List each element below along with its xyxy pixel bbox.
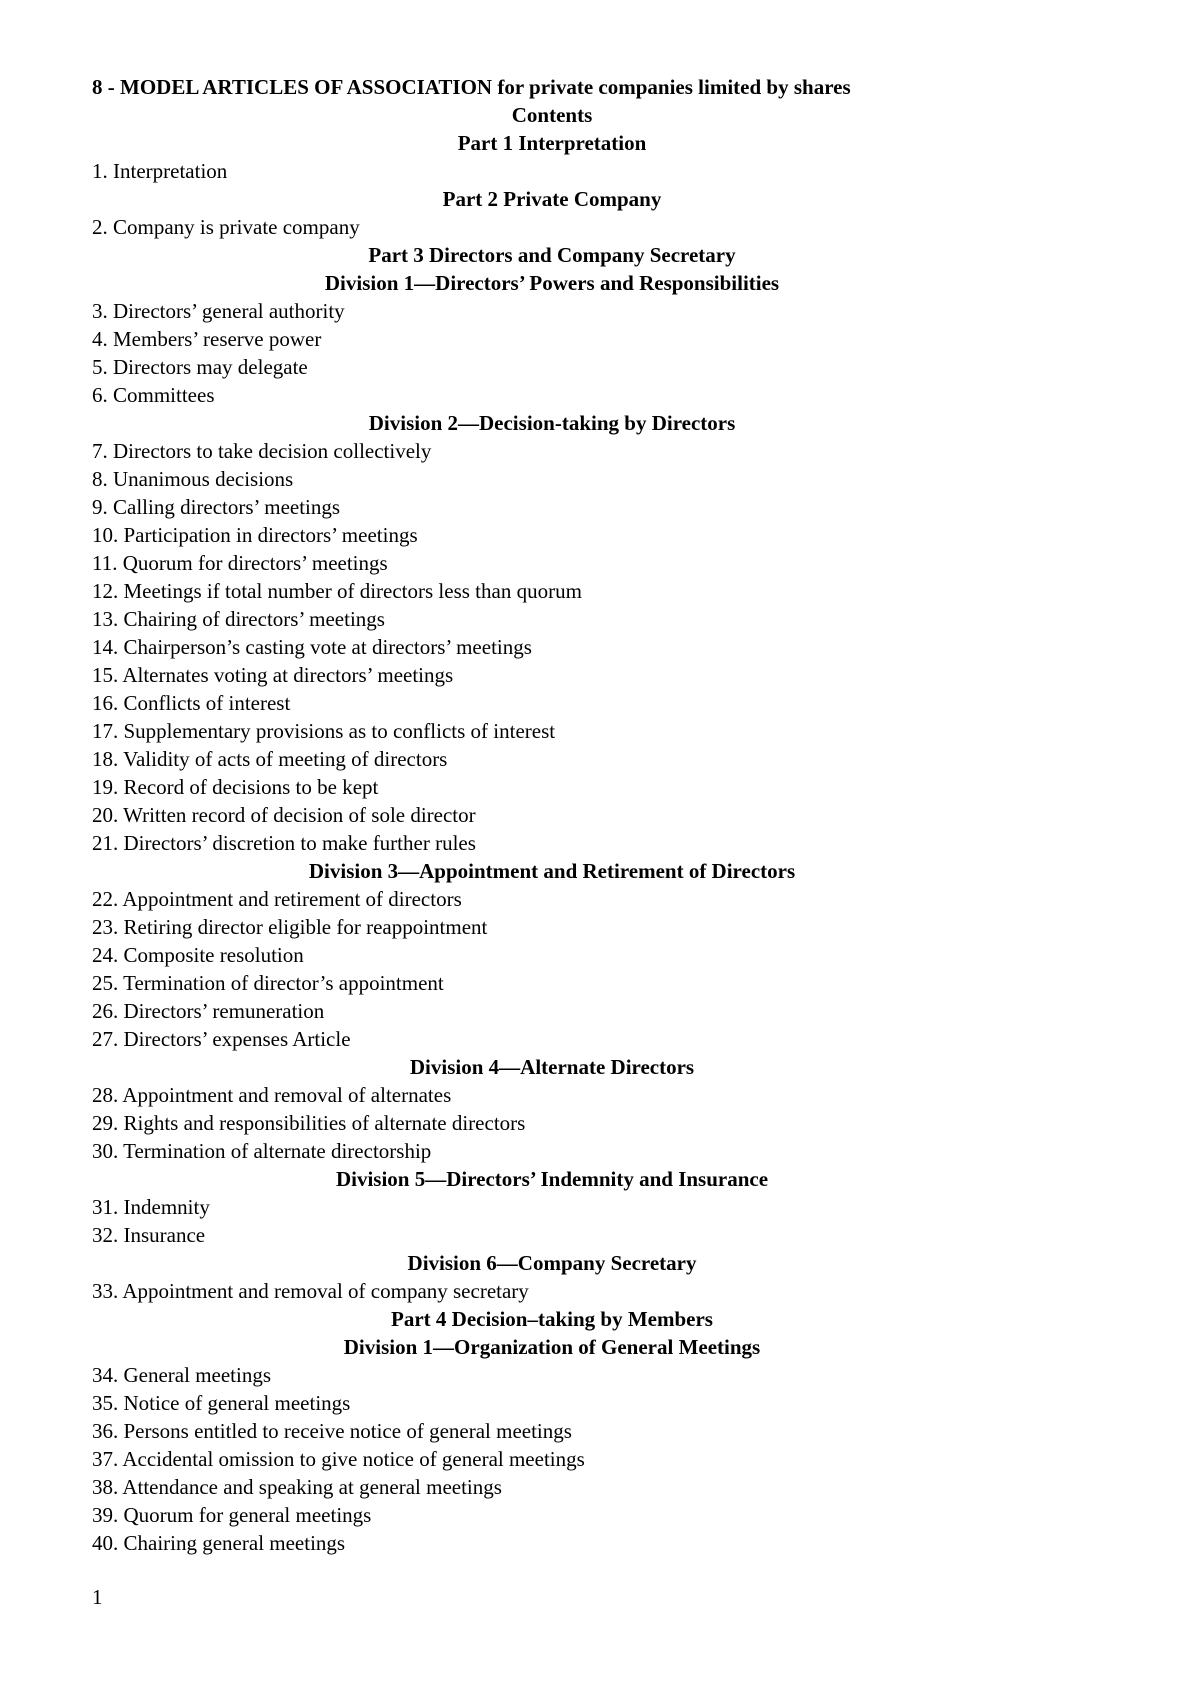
contents-item: 19. Record of decisions to be kept: [92, 775, 379, 799]
contents-item: 2. Company is private company: [92, 215, 360, 239]
contents-item: 1. Interpretation: [92, 159, 228, 183]
contents-item: 14. Chairperson’s casting vote at directors’ meetings: [92, 635, 532, 659]
section-heading: Division 1—Organization of General Meetings: [343, 1335, 761, 1359]
contents-item: 34. General meetings: [92, 1363, 272, 1387]
contents-item: 20. Written record of decision of sole director: [92, 803, 476, 827]
contents-item: 21. Directors’ discretion to make further rules: [92, 831, 476, 855]
contents-item: 11. Quorum for directors’ meetings: [92, 551, 388, 575]
contents-item: 17. Supplementary provisions as to conflicts of interest: [92, 719, 556, 743]
contents-item: 26. Directors’ remuneration: [92, 999, 325, 1023]
contents-item: 5. Directors may delegate: [92, 355, 308, 379]
contents-item: 38. Attendance and speaking at general meetings: [92, 1475, 502, 1499]
contents-item: 7. Directors to take decision collectively: [92, 439, 432, 463]
contents-item: 23. Retiring director eligible for reappointment: [92, 915, 488, 939]
section-heading: Part 1 Interpretation: [457, 131, 647, 155]
contents-item: 8. Unanimous decisions: [92, 467, 294, 491]
contents-item: 15. Alternates voting at directors’ meetings: [92, 663, 454, 687]
contents-item: 40. Chairing general meetings: [92, 1531, 346, 1555]
contents-item: 4. Members’ reserve power: [92, 327, 322, 351]
contents-item: 6. Committees: [92, 383, 215, 407]
contents-item: 25. Termination of director’s appointment: [92, 971, 444, 995]
contents-item: 9. Calling directors’ meetings: [92, 495, 341, 519]
contents-item: 31. Indemnity: [92, 1195, 210, 1219]
contents-item: 30. Termination of alternate directorship: [92, 1139, 432, 1163]
contents-item: 22. Appointment and retirement of directors: [92, 887, 462, 911]
contents-item: 24. Composite resolution: [92, 943, 304, 967]
section-heading: Division 2—Decision-taking by Directors: [368, 411, 736, 435]
contents-item: 16. Conflicts of interest: [92, 691, 291, 715]
page-number: 1: [92, 1585, 103, 1609]
section-heading: Part 3 Directors and Company Secretary: [368, 243, 736, 267]
section-heading: Division 3—Appointment and Retirement of Directors: [308, 859, 796, 883]
contents-list: [92, 101, 1012, 1557]
contents-item: 37. Accidental omission to give notice of general meetings: [92, 1447, 585, 1471]
section-heading: Division 5—Directors’ Indemnity and Insurance: [335, 1167, 769, 1191]
contents-item: 27. Directors’ expenses Article: [92, 1027, 351, 1051]
document-page: [92, 73, 1012, 1557]
section-heading: Contents: [511, 103, 593, 127]
section-heading: Division 4—Alternate Directors: [409, 1055, 695, 1079]
contents-item: 28. Appointment and removal of alternates: [92, 1083, 452, 1107]
document-title: 8 - MODEL ARTICLES OF ASSOCIATION for private companies limited by shares: [92, 75, 851, 99]
contents-item: 10. Participation in directors’ meetings: [92, 523, 418, 547]
contents-item: 35. Notice of general meetings: [92, 1391, 351, 1415]
section-heading: Part 4 Decision–taking by Members: [391, 1307, 713, 1331]
contents-item: 39. Quorum for general meetings: [92, 1503, 372, 1527]
contents-item: 3. Directors’ general authority: [92, 299, 345, 323]
contents-item: 29. Rights and responsibilities of alternate directors: [92, 1111, 526, 1135]
contents-item: 36. Persons entitled to receive notice of general meetings: [92, 1419, 572, 1443]
section-heading: Part 2 Private Company: [442, 187, 662, 211]
section-heading: Division 1—Directors’ Powers and Responsibilities: [324, 271, 780, 295]
section-heading: Division 6—Company Secretary: [407, 1251, 697, 1275]
contents-item: 32. Insurance: [92, 1223, 206, 1247]
contents-item: 33. Appointment and removal of company secretary: [92, 1279, 529, 1303]
contents-item: 18. Validity of acts of meeting of directors: [92, 747, 448, 771]
contents-item: 12. Meetings if total number of directors less than quorum: [92, 579, 582, 603]
contents-item: 13. Chairing of directors’ meetings: [92, 607, 385, 631]
